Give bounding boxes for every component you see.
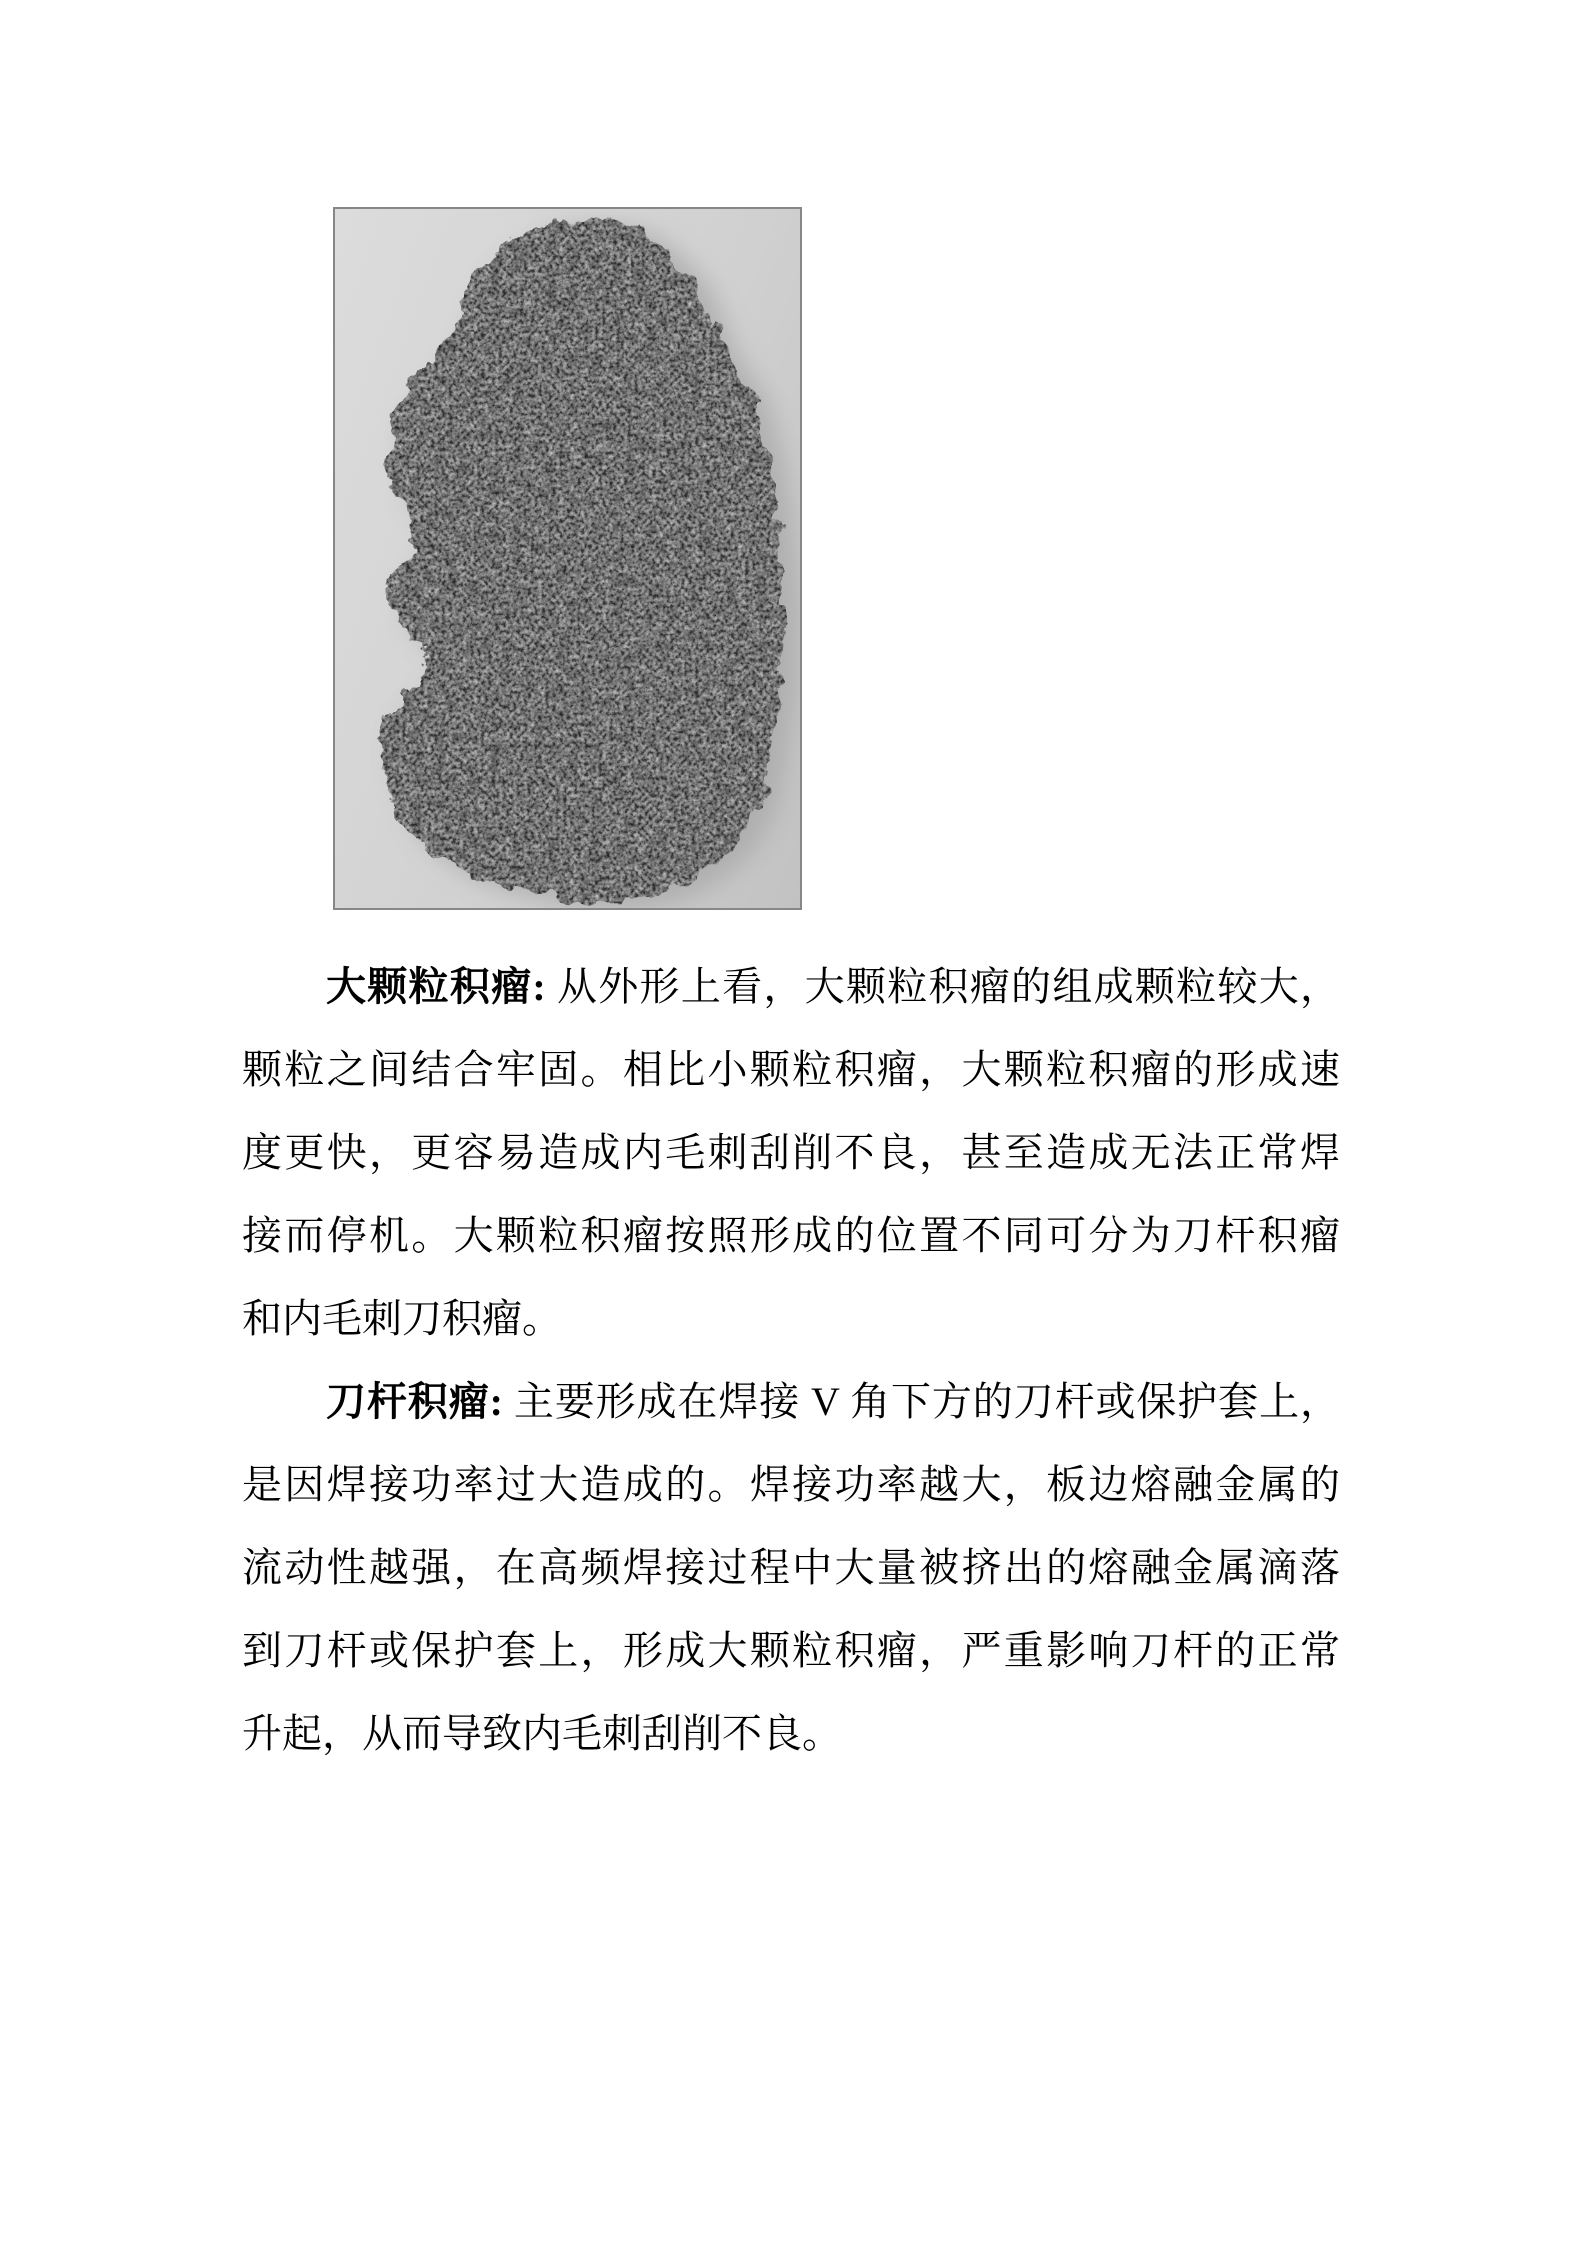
text-line (242, 945, 1340, 1028)
term-bold: 大颗粒积瘤: (326, 964, 546, 1009)
text-run: 到刀杆或保护套上，形成大颗粒积瘤，严重影响刀杆的正常 (242, 1628, 1340, 1673)
text-line (242, 1609, 1340, 1692)
text-line (242, 1111, 1340, 1194)
specimen-photo-graphic (335, 209, 800, 908)
text-run: 度更快，更容易造成内毛刺刮削不良，甚至造成无法正常焊 (242, 1130, 1340, 1175)
text-run: 是因焊接功率过大造成的。焊接功率越大，板边熔融金属的 (242, 1462, 1340, 1507)
text-line (242, 1443, 1340, 1526)
text-line (242, 1194, 1340, 1277)
text-run: 升起，从而导致内毛刺刮削不良。 (242, 1711, 842, 1756)
text-line (242, 1028, 1340, 1111)
text-run: 和内毛刺刀积瘤。 (242, 1296, 562, 1341)
specimen-photo (333, 207, 802, 910)
text-run: 从外形上看，大颗粒积瘤的组成颗粒较大， (545, 964, 1340, 1009)
text-line (242, 1360, 1340, 1443)
term-bold: 刀杆积瘤: (326, 1379, 503, 1424)
text-run: 颗粒之间结合牢固。相比小颗粒积瘤，大颗粒积瘤的形成速 (242, 1047, 1340, 1092)
text-line (242, 1526, 1340, 1609)
text-line (242, 1692, 1340, 1775)
body-text (242, 945, 1340, 1775)
text-run: 主要形成在焊接 V 角下方的刀杆或保护套上， (502, 1379, 1340, 1424)
text-run: 接而停机。大颗粒积瘤按照形成的位置不同可分为刀杆积瘤 (242, 1213, 1340, 1258)
text-run: 流动性越强，在高频焊接过程中大量被挤出的熔融金属滴落 (242, 1545, 1340, 1590)
text-line (242, 1277, 1340, 1360)
